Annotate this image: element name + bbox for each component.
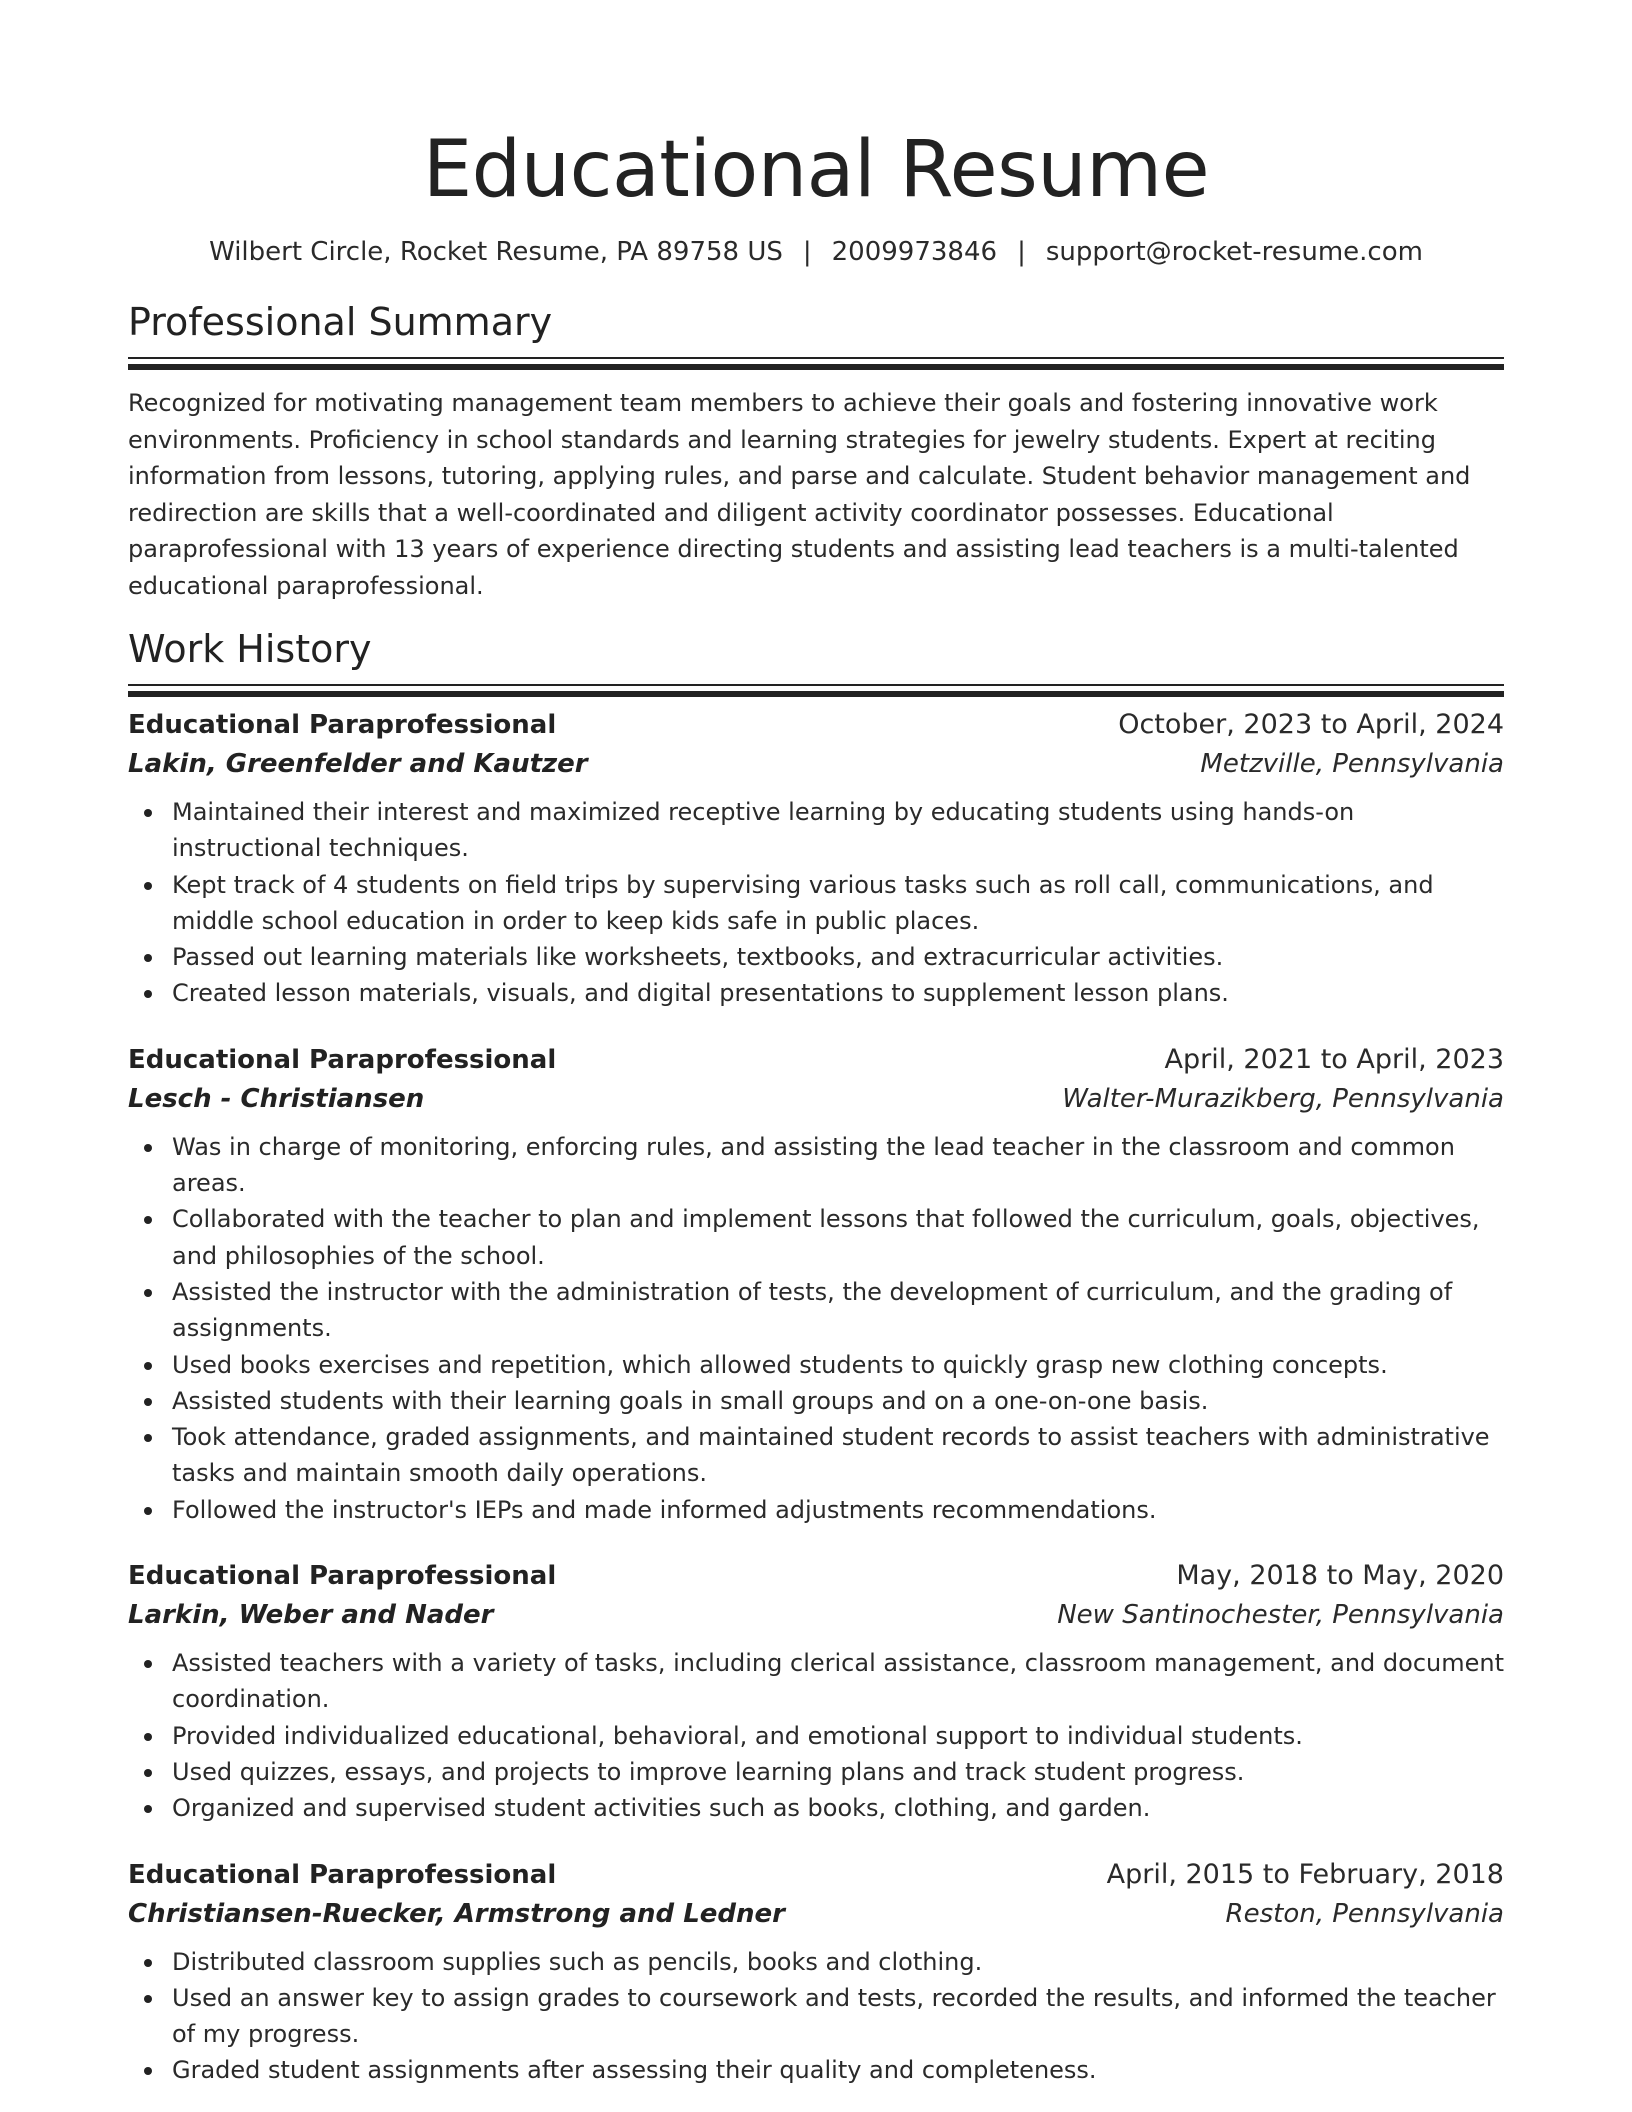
bullet-item: Assisted students with their learning goals in small groups and on a one-on-one basis. (172, 1383, 1504, 1419)
bullet-item: Created lesson materials, visuals, and digital presentations to supplement lesson plans. (172, 975, 1504, 1011)
bullet-item: Distributed classroom supplies such as pencils, books and clothing. (172, 1944, 1504, 1980)
bullet-item: Organized and supervised student activities such as books, clothing, and garden. (172, 1790, 1504, 1826)
job-title: Educational Paraprofessional (128, 1859, 557, 1890)
job-entry (128, 1041, 1504, 1528)
bullet-item: Was in charge of monitoring, enforcing rules, and assisting the lead teacher in the classroom and common areas. (172, 1129, 1504, 1202)
bullet-item: Used quizzes, essays, and projects to improve learning plans and track student progress. (172, 1754, 1504, 1790)
resume-title: Educational Resume (422, 125, 1210, 215)
job-dates: April, 2015 to February, 2018 (1106, 1858, 1504, 1890)
job-bullets (128, 1645, 1504, 1826)
job-location: New Santinochester, Pennsylvania (1057, 1600, 1504, 1631)
contact-line (128, 235, 1504, 269)
work-history-heading: Work History (128, 627, 372, 671)
job-company: Christiansen-Ruecker, Armstrong and Ledner (128, 1898, 785, 1929)
job-location: Reston, Pennsylvania (1225, 1898, 1504, 1929)
bullet-item: Collaborated with the teacher to plan and implement lessons that followed the curriculum, goals, objectives, and philosophies of the school. (172, 1201, 1504, 1274)
bullet-item: Assisted teachers with a variety of tasks, including clerical assistance, classroom management, and document coordination. (172, 1645, 1504, 1718)
bullet-item: Took attendance, graded assignments, and maintained student records to assist teachers with administrative tasks and maintain smooth daily operations. (172, 1419, 1504, 1492)
bullet-item: Passed out learning materials like worksheets, textbooks, and extracurricular activities. (172, 939, 1504, 975)
contact-separator: | (802, 237, 812, 267)
summary-heading: Professional Summary (128, 300, 553, 344)
bullet-item: Used an answer key to assign grades to coursework and tests, recorded the results, and informed the teacher of my progress. (172, 1980, 1504, 2053)
summary-section (128, 299, 1504, 604)
job-title: Educational Paraprofessional (128, 710, 557, 740)
job-dates: October, 2023 to April, 2024 (1118, 709, 1504, 740)
bullet-item: Used books exercises and repetition, which allowed students to quickly grasp new clothing concepts. (172, 1347, 1504, 1383)
job-entry (128, 1557, 1504, 1826)
job-dates: May, 2018 to May, 2020 (1176, 1560, 1504, 1592)
job-location: Metzville, Pennsylvania (1200, 749, 1504, 779)
resume-page (128, 0, 1504, 2089)
job-company: Larkin, Weber and Nader (128, 1600, 494, 1631)
contact-address: Wilbert Circle, Rocket Resume, PA 89758 US (209, 237, 783, 267)
job-company: Lakin, Greenfelder and Kautzer (128, 749, 588, 779)
bullet-item: Assisted the instructor with the administration of tests, the development of curriculum, and the grading of assignments. (172, 1274, 1504, 1347)
contact-email: support@rocket-resume.com (1045, 237, 1423, 267)
bullet-item: Graded student assignments after assessing their quality and completeness. (172, 2052, 1504, 2088)
job-title: Educational Paraprofessional (128, 1561, 557, 1592)
bullet-item: Kept track of 4 students on field trips by supervising various tasks such as roll call, communications, and middle school education in order to keep kids safe in public places. (172, 867, 1504, 940)
section-divider (128, 357, 1504, 359)
job-bullets (128, 1944, 1504, 2089)
contact-separator: | (1017, 237, 1026, 267)
work-history-section (128, 626, 1504, 2089)
bullet-item: Provided individualized educational, behavioral, and emotional support to individual students. (172, 1718, 1504, 1754)
contact-phone: 2009973846 (831, 237, 998, 267)
job-bullets (128, 794, 1504, 1012)
job-title: Educational Paraprofessional (128, 1044, 557, 1075)
job-entry (128, 706, 1504, 1012)
job-entry (128, 1856, 1504, 2089)
job-bullets (128, 1129, 1504, 1528)
section-divider (128, 684, 1504, 686)
bullet-item: Followed the instructor's IEPs and made informed adjustments recommendations. (172, 1492, 1504, 1528)
bullet-item: Maintained their interest and maximized receptive learning by educating students using hands-on instructional techniques. (172, 794, 1504, 867)
job-location: Walter-Murazikberg, Pennsylvania (1062, 1083, 1504, 1114)
job-company: Lesch - Christiansen (128, 1083, 425, 1114)
job-dates: April, 2021 to April, 2023 (1164, 1043, 1504, 1075)
summary-text: Recognized for motivating management team members to achieve their goals and fostering innovative work environments. Proficiency in school standards and learning strategies for jewelry students. Expert at reciting information from lessons, tutoring, applying rules, and parse and calculate. Student behavior management and redirection are skills that a well-coordinated and diligent activity coordinator possesses. Educational paraprofessional with 13 years of experience directing students and assisting lead teachers is a multi-talented educational paraprofessional. (128, 389, 1471, 600)
